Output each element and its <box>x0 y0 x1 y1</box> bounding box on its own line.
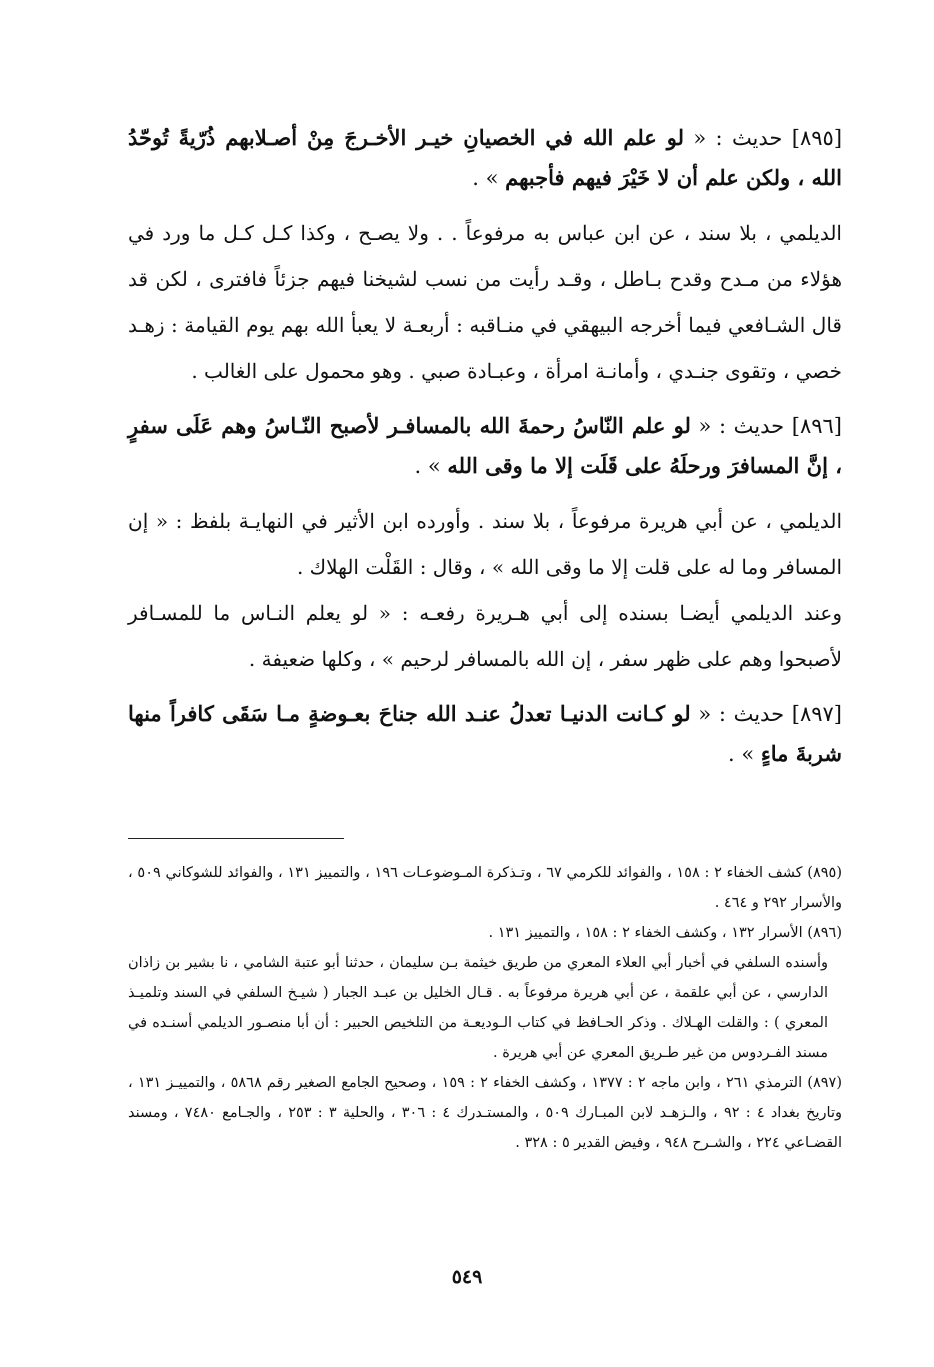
hadith-number: [٨٩٧] <box>791 702 842 726</box>
page-number: ٥٤٩ <box>451 1266 483 1288</box>
hadith-close: » . <box>414 454 441 478</box>
hadith-number: [٨٩٦] <box>791 414 842 438</box>
hadith-896 <box>128 406 842 486</box>
hadith-text: لو كـانت الدنيـا تعدلُ عنـد الله جناحَ بعـوضةٍ مـا سَقَى كافراً منها شربةَ ماءٍ <box>128 701 842 766</box>
footnote-895: (٨٩٥) كشف الخفاء ٢ : ١٥٨ ، والفوائد للكرمي ٦٧ ، وتـذكرة المـوضوعـات ١٩٦ ، والتمييز ١٣١ ، والفوائد للشوكاني ٥٠٩ ، والأسرار ٢٩٢ و ٤٦٤ . <box>128 865 842 911</box>
hadith-label: حديث : « <box>693 126 783 150</box>
hadith-label: حديث : « <box>698 702 785 726</box>
hadith-close: » . <box>472 166 499 190</box>
hadith-label: حديث : « <box>698 414 785 438</box>
footnote-896-detail: وأسنده السلفي في أخبار أبي العلاء المعري من طريق خيثمة بـن سليمان ، حدثنا أبو عتبة الشامي ، نا بشير بن زاذان الدارسي ، عن أبي علقمة ، عن أبي هريرة مرفوعاً به . قـال الخليل بن عبـد الجبار ( شيـخ السلفي في السند وتلميـذ المعري ) : والقلت الهـلاك . وذكر الحـافظ في كتاب الـوديعـة من التلخيص الحبير : أن أبا منصـور الديلمي أسنـده في مسند الفـردوس من غير طـريق المعري عن أبي هريرة . <box>128 955 828 1061</box>
main-text <box>128 118 842 786</box>
footnotes <box>128 858 842 1158</box>
footnote-divider <box>128 838 344 839</box>
hadith-897 <box>128 694 842 774</box>
hadith-number: [٨٩٥] <box>791 126 843 150</box>
footnote-897: (٨٩٧) الترمذي ٢٦١ ، وابن ماجه ٢ : ١٣٧٧ ، وكشف الخفاء ٢ : ١٥٩ ، وصحيح الجامع الصغير رقم ٥٨٦٨ ، والتمييـز ١٣١ ، وتاريخ بغداد ٤ : ٩٢ ، والـزهـد لابن المبـارك ٥٠٩ ، والمستـدرك ٤ : ٣٠٦ ، والحلية ٣ : ٢٥٣ ، والجـامع ٧٤٨٠ ، ومسند القضـاعي ٢٢٤ ، والشـرح ٩٤٨ ، وفيض القدير ٥ : ٣٢٨ . <box>128 1075 843 1151</box>
footnote-896: (٨٩٦) الأسرار ١٣٢ ، وكشف الخفاء ٢ : ١٥٨ ، والتمييز ١٣١ . <box>488 925 842 941</box>
hadith-text: لو علم الله في الخصيانِ خيـر الأخـرجَ مِنْ أصـلابهم ذُرّيةً تُوحّدُ الله ، ولكن علم أن لا خَيْرَ فيهم فأجبهم <box>128 125 842 190</box>
commentary-896-a: الديلمي ، عن أبي هريرة مرفوعاً ، بلا سند . وأورده ابن الأثير في النهايـة بلفظ : « إن المسافر وما له على قلت إلا ما وقى الله » ، وقال : القَلْت الهلاك . <box>128 509 842 579</box>
hadith-text: لو علم النّاسُ رحمةَ الله بالمسافـر لأصبح النّـاسُ وهم عَلَى سفرٍ ، إنَّ المسافرَ ورحلَهُ على قَلَت إلا ما وقى الله <box>128 413 842 478</box>
commentary-896-b: وعند الديلمي أيضـا بسنده إلى أبي هـريرة رفعـه : « لو يعلم النـاس ما للمسـافر لأصبحوا وهم على ظهر سفر ، إن الله بالمسافر لرحيم » ، وكلها ضعيفة . <box>128 601 842 671</box>
hadith-close: » . <box>727 742 755 766</box>
commentary-895: الديلمي ، بلا سند ، عن ابن عباس به مرفوعاً . . ولا يصـح ، وكذا كـل كـل ما ورد في هؤلاء من مـدح وقدح بـاطل ، وقـد رأيت من نسب لشيخنا فيهم جزئاً فافترى ، لكن قد قال الشـافعي فيما أخرجه البيهقي في منـاقبه : أربعـة لا يعبأ الله بهم يوم القيامة : زهـد خصي ، وتقوى جنـدي ، وأمانـة امرأة ، وعبـادة صبي . وهو محمول على الغالب . <box>128 221 842 383</box>
hadith-895 <box>128 118 842 198</box>
